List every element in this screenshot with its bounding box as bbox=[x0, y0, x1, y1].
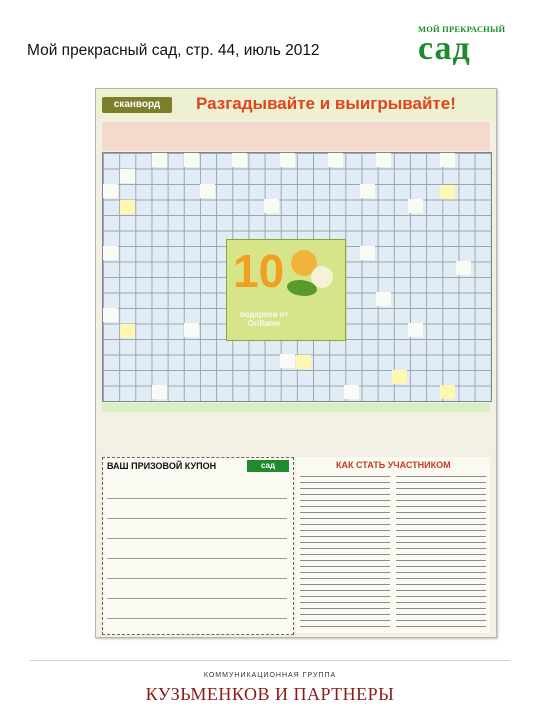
clue-cell bbox=[280, 153, 295, 167]
slide-title: Мой прекрасный сад, стр. 44, июль 2012 bbox=[27, 42, 320, 59]
results-text bbox=[102, 416, 490, 452]
clue-cell bbox=[344, 385, 359, 399]
footer-divider bbox=[30, 660, 510, 661]
promo-text: подарков от Oriflame bbox=[239, 310, 289, 328]
rules-column-1 bbox=[300, 473, 390, 629]
logo-top-text: МОЙ ПРЕКРАСНЫЙ bbox=[418, 24, 506, 34]
coupon-field-line bbox=[107, 518, 287, 519]
magazine-page-scan bbox=[95, 88, 497, 638]
answer-cell-highlight bbox=[440, 185, 455, 199]
clue-cell bbox=[184, 323, 199, 337]
clue-cell bbox=[152, 385, 167, 399]
clue-cell bbox=[360, 246, 375, 260]
clue-cell bbox=[103, 246, 118, 260]
leaf-icon bbox=[287, 280, 317, 296]
clue-cell bbox=[280, 354, 295, 368]
footer-company-name: КУЗЬМЕНКОВ И ПАРТНЕРЫ bbox=[145, 684, 395, 704]
answer-cell-highlight bbox=[120, 324, 135, 338]
clue-cell bbox=[328, 153, 343, 167]
prize-coupon bbox=[102, 457, 294, 635]
clue-cell bbox=[103, 184, 118, 198]
send-sms-bar bbox=[102, 403, 490, 412]
coupon-title: ВАШ ПРИЗОВОЙ КУПОН bbox=[107, 461, 217, 471]
coupon-logo: сад bbox=[247, 460, 289, 472]
clue-cell bbox=[103, 308, 118, 322]
coupon-field-line bbox=[107, 498, 287, 499]
promo-10-gifts bbox=[226, 239, 346, 341]
rules-column-2 bbox=[396, 473, 486, 629]
clue-cell bbox=[360, 184, 375, 198]
answer-cell-highlight bbox=[296, 355, 311, 369]
clue-cell bbox=[408, 323, 423, 337]
answer-cell-highlight bbox=[120, 200, 135, 214]
clue-cell bbox=[200, 184, 215, 198]
page-banner bbox=[96, 89, 496, 119]
clue-cell bbox=[456, 261, 471, 275]
clue-cell bbox=[408, 199, 423, 213]
promo-number: 10 bbox=[233, 245, 285, 297]
coupon-field-line bbox=[107, 598, 287, 599]
clue-cell bbox=[376, 153, 391, 167]
section-label: сканворд bbox=[102, 97, 172, 113]
logo-main-text: сад bbox=[418, 30, 471, 67]
coupon-field-line bbox=[107, 618, 287, 619]
how-to-participate bbox=[296, 457, 490, 633]
page-headline: Разгадывайте и выигрывайте! bbox=[196, 94, 456, 113]
magazine-logo bbox=[418, 24, 528, 68]
footer-group-label: КОММУНИКАЦИОННАЯ ГРУППА bbox=[203, 672, 337, 679]
answer-cell-highlight bbox=[392, 370, 407, 384]
clue-cell bbox=[120, 169, 135, 183]
coupon-field-line bbox=[107, 578, 287, 579]
coupon-field-line bbox=[107, 538, 287, 539]
clue-cell bbox=[184, 153, 199, 167]
clue-cell bbox=[376, 292, 391, 306]
clue-cell bbox=[264, 199, 279, 213]
clue-cell bbox=[440, 153, 455, 167]
clue-cell bbox=[152, 153, 167, 167]
answer-cell-highlight bbox=[440, 385, 455, 399]
coupon-field-line bbox=[107, 558, 287, 559]
intro-text-block bbox=[102, 122, 490, 151]
how-title: КАК СТАТЬ УЧАСТНИКОМ bbox=[336, 460, 451, 470]
clue-cell bbox=[232, 153, 247, 167]
